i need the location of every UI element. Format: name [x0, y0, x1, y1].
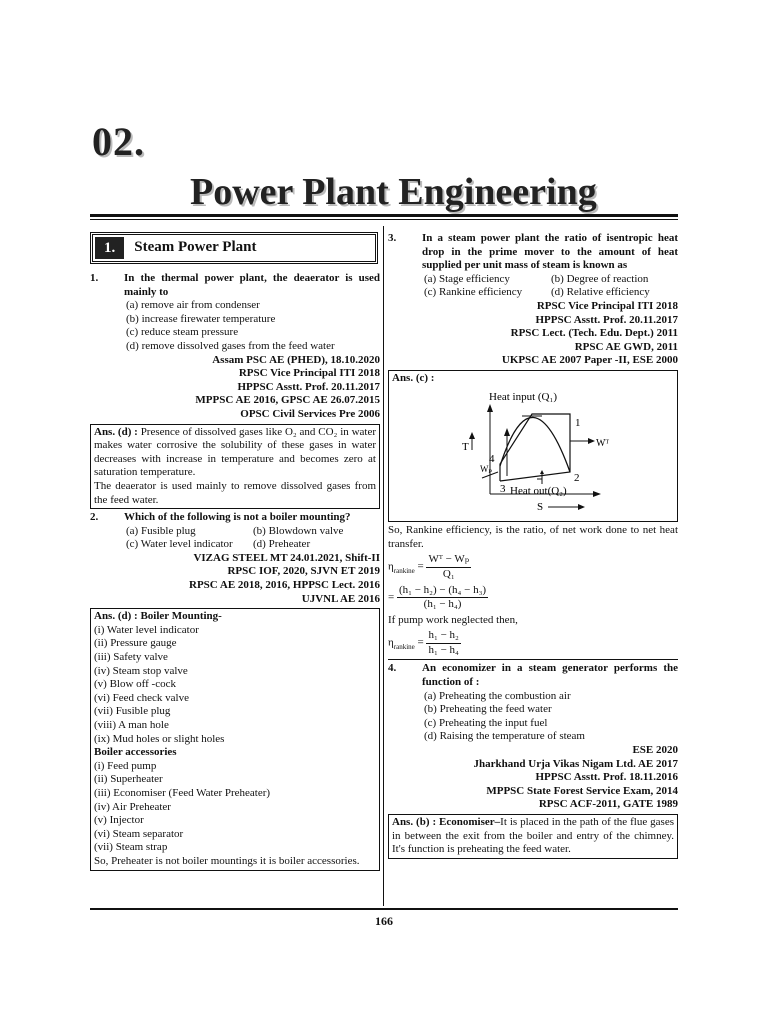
question-number: 3.: [388, 232, 397, 244]
explanation-text: So, Rankine efficiency, is the ratio, of net work done to net heat transfer.: [388, 524, 678, 550]
exam-source: VIZAG STEEL MT 24.01.2021, Shift-II: [193, 551, 380, 564]
s-axis-label: S: [537, 500, 544, 513]
pump-note: If pump work neglected then,: [388, 613, 518, 626]
exam-source: RPSC Vice Principal ITI 2018: [536, 299, 678, 312]
t-axis-label: T: [462, 440, 469, 453]
question-text: In the thermal power plant, the deaerator is used mainly to: [124, 272, 380, 298]
question-1: [90, 272, 380, 509]
answer-note: So, Preheater is not boiler mountings it is boiler accessories.: [94, 854, 360, 867]
question-2: [90, 511, 380, 870]
answer-box: [388, 814, 678, 859]
list-item: (ii) Superheater: [94, 773, 163, 786]
point-2-label: 2: [574, 471, 580, 484]
fraction-numerator: (h₁ − h₂) − (h₄ − h₃): [397, 584, 488, 599]
exam-source: RPSC ACF-2011, GATE 1989: [538, 798, 678, 811]
point-1-label: 1: [575, 416, 581, 429]
list-item: (iii) Safety valve: [94, 651, 168, 664]
list-item: (vii) Fusible plug: [94, 705, 171, 718]
option: (b) Preheating the feed water: [424, 703, 552, 716]
fraction-denominator: Q₁: [442, 567, 455, 580]
list-item: (ix) Mud holes or slight holes: [94, 732, 225, 745]
option: (d) Preheater: [253, 538, 311, 551]
heat-out-label: Heat out(Q₂): [510, 484, 567, 497]
work-pump-label: Wₚ: [480, 463, 493, 474]
list-item: (i) Feed pump: [94, 759, 157, 772]
list-item: (vi) Steam separator: [94, 827, 184, 840]
answer-label: Ans. (d) : Boiler Mounting-: [94, 610, 222, 623]
list-item: (i) Water level indicator: [94, 623, 199, 636]
question-text: An economizer in a steam generator performs the function of :: [422, 662, 678, 689]
formula-1: $\eta_{rankine}$ = $\frac{\text{Wᵀ − Wₚ}}{\text{Q₁}}$: [388, 553, 470, 580]
exam-source: OPSC Civil Services Pre 2006: [240, 407, 380, 420]
heat-input-label: Heat input (Q₁): [489, 390, 557, 403]
list-item: (viii) A man hole: [94, 719, 169, 731]
option: (d) Relative efficiency: [551, 286, 650, 299]
exam-source: HPPSC Asstt. Prof. 20.11.2017: [237, 380, 380, 393]
option: (c) Preheating the input fuel: [424, 716, 548, 729]
exam-source: UKPSC AE 2007 Paper -II, ESE 2000: [501, 354, 678, 367]
question-3: [388, 232, 678, 657]
answer-label: Ans. (b) : Economiser–: [392, 816, 501, 828]
option: (d) remove dissolved gases from the feed water: [126, 339, 335, 352]
exam-source: RPSC AE GWD, 2011: [574, 340, 678, 353]
list-item: (iv) Air Preheater: [94, 800, 171, 813]
answer-label: Ans. (d) :: [94, 425, 138, 438]
right-column: [388, 232, 678, 861]
option: (c) reduce steam pressure: [126, 326, 239, 339]
option: (b) Blowdown valve: [253, 524, 344, 537]
footer-rule: [90, 908, 678, 910]
list-item: (vi) Feed check valve: [94, 691, 189, 704]
point-4-label: 4: [489, 452, 495, 465]
option: (b) increase firewater temperature: [126, 312, 276, 325]
section-number: 1.: [95, 237, 124, 259]
exam-source: Jharkhand Urja Vikas Nigam Ltd. AE 2017: [473, 757, 678, 770]
exam-source: RPSC Lect. (Tech. Edu. Dept.) 2011: [510, 327, 678, 340]
option: (c) Water level indicator: [126, 538, 233, 551]
question-number: 4.: [388, 662, 397, 675]
answer-text: The deaerator is used mainly to remove dissolved gases from the feed water.: [94, 479, 376, 506]
option: (d) Raising the temperature of steam: [424, 730, 585, 743]
exam-source: Assam PSC AE (PHED), 18.10.2020: [212, 353, 380, 366]
ts-diagram: [392, 386, 672, 516]
exam-source: HPPSC Asstt. Prof. 20.11.2017: [535, 313, 678, 326]
answer-text: Presence of dissolved gases like O₂ and CO₂ in water makes water corrosive the solubility of these gases in water decreases with increase in temperature and becomes zero at saturation temperature.: [94, 425, 376, 479]
title-rule: [90, 214, 678, 217]
question-text: Which of the following is not a boiler mounting?: [124, 511, 351, 524]
section-header: [90, 232, 378, 264]
fraction-numerator: h₁ − h₂: [426, 629, 460, 644]
title-rule-thin: [90, 219, 678, 220]
page-number: 166: [375, 914, 393, 928]
option: (c) Rankine efficiency: [424, 286, 523, 299]
chapter-title: Power Plant Engineering: [190, 171, 597, 213]
exam-source: RPSC Vice Principal ITI 2018: [238, 367, 380, 380]
fraction-denominator: (h₁ − h₄): [423, 598, 462, 611]
formula-3: $\eta_{rankine}$ = $\frac{\text{h₁ − h₂}}{\text{h₁ − h₄}}$: [388, 629, 459, 656]
answer-box: [90, 608, 380, 870]
list-item: (v) Injector: [94, 814, 144, 827]
question-text: In a steam power plant the ratio of isentropic heat drop in the prime mover to the amount of heat supplied per unit mass of steam is known as: [422, 232, 678, 272]
fraction-denominator: h₁ − h₄: [428, 643, 459, 656]
work-turbine-label: Wᵀ: [596, 437, 610, 449]
point-3-label: 3: [500, 482, 506, 495]
exam-source: MPPSC State Forest Service Exam, 2014: [486, 784, 678, 797]
column-separator: [383, 226, 384, 906]
answer-label: Ans. (c) :: [392, 371, 435, 384]
eta-symbol: η: [388, 560, 394, 573]
list-item: (vii) Steam strap: [94, 841, 168, 854]
fraction-numerator: Wᵀ − Wₚ: [426, 553, 471, 568]
exam-source: RPSC IOF, 2020, SJVN ET 2019: [227, 565, 380, 578]
formula-2: = $\frac{\text{(h₁ − h₂) − (h₄ − h₃)}}{\text{(h₁ − h₄)}}$: [388, 583, 487, 611]
chapter-number: 02.: [92, 119, 145, 164]
answer-box: [90, 424, 380, 510]
option: (b) Degree of reaction: [551, 272, 649, 285]
option: (a) Fusible plug: [126, 524, 196, 537]
exam-source: MPPSC AE 2016, GPSC AE 26.07.2015: [195, 394, 380, 407]
section-title: Steam Power Plant: [134, 239, 257, 256]
list-item: (iv) Steam stop valve: [94, 664, 188, 677]
option: (a) Preheating the combustion air: [424, 689, 571, 702]
accessories-heading: Boiler accessories: [94, 746, 177, 759]
question-number: 2.: [90, 511, 99, 524]
eta-subscript: rankine: [393, 567, 415, 576]
list-item: (ii) Pressure gauge: [94, 637, 177, 650]
answer-text: It is placed in the path of the flue gases in between the exit from the boiler and entry of the chimney. It's function is preheating the feed water.: [392, 816, 674, 856]
question-number: 1.: [90, 272, 99, 284]
eta-symbol: η: [388, 636, 394, 649]
exam-source: RPSC AE 2018, 2016, HPPSC Lect. 2016: [189, 579, 380, 592]
answer-box: [388, 370, 678, 522]
option: (a) remove air from condenser: [126, 299, 260, 312]
question-4: [388, 659, 678, 858]
option: (a) Stage efficiency: [424, 272, 510, 285]
exam-source: ESE 2020: [632, 744, 678, 757]
left-column: [90, 232, 380, 873]
exam-source: UJVNL AE 2016: [301, 592, 380, 605]
list-item: (v) Blow off -cock: [94, 678, 176, 691]
eta-subscript: rankine: [393, 643, 415, 652]
list-item: (iii) Economiser (Feed Water Preheater): [94, 786, 271, 799]
exam-source: HPPSC Asstt. Prof. 18.11.2016: [535, 771, 678, 784]
